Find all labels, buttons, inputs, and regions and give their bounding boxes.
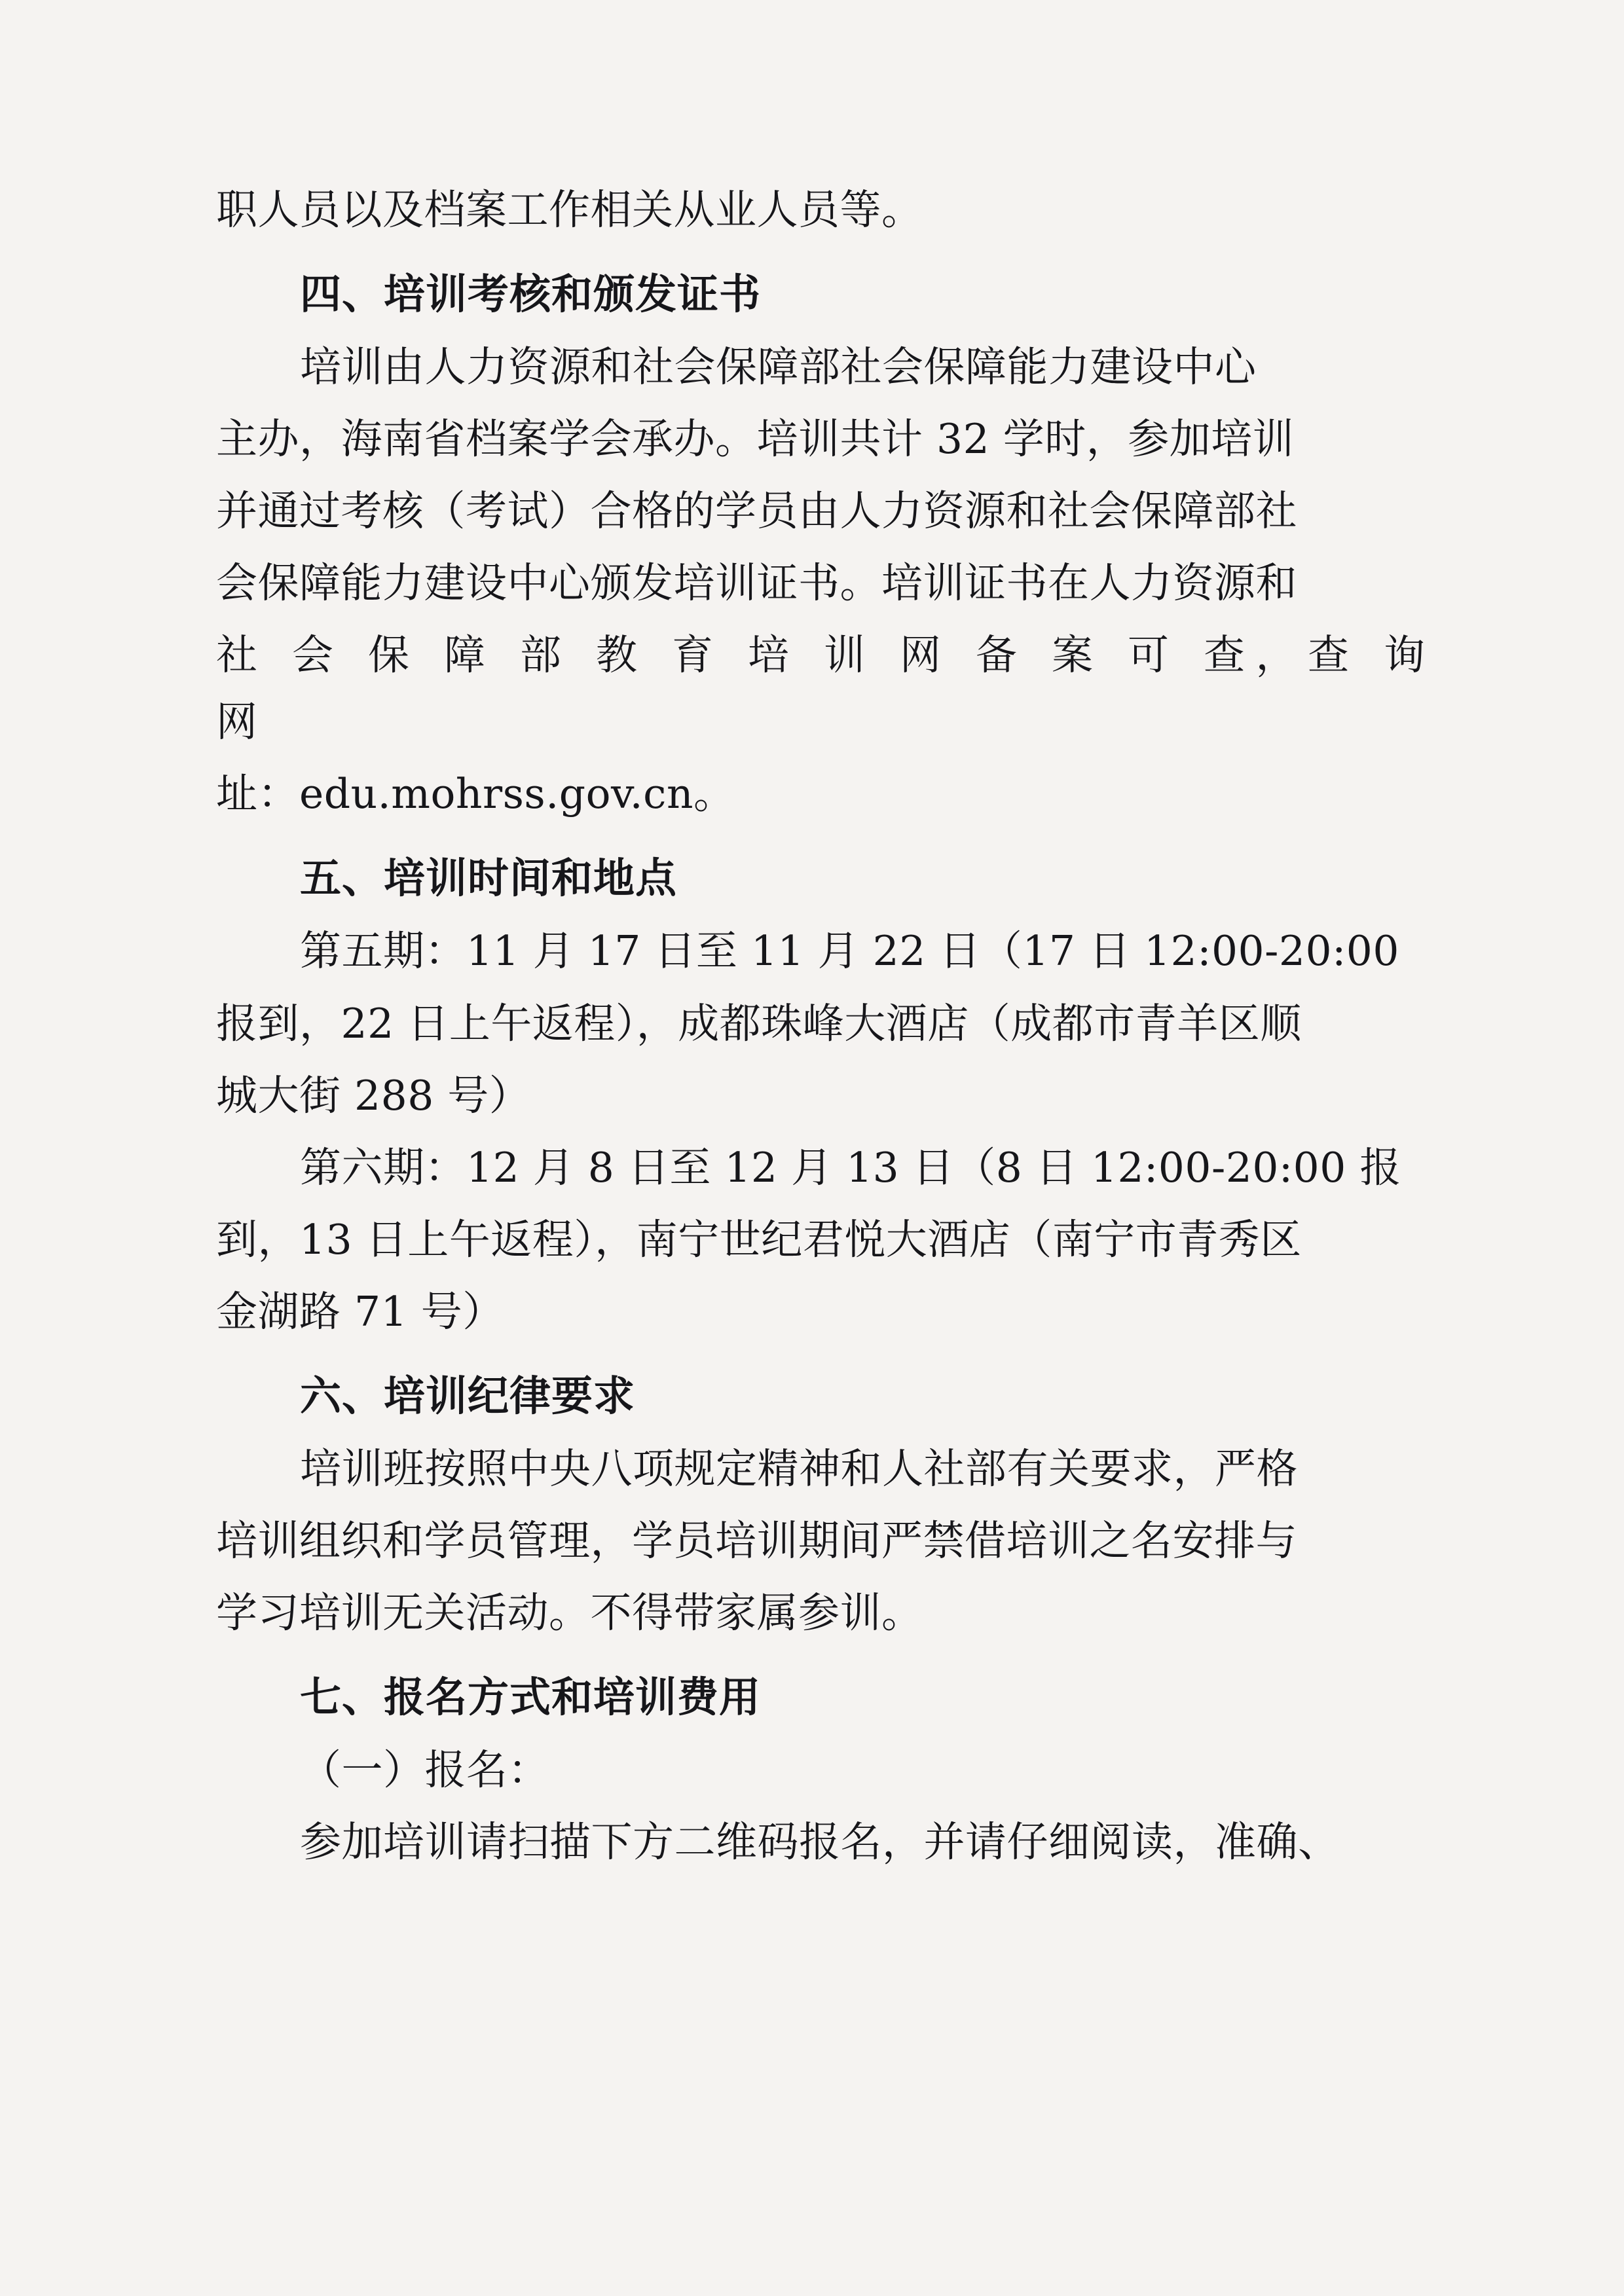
- section-heading-6: 六、培训纪律要求: [300, 1371, 635, 1420]
- text-line: 报到，22 日上午返程），成都珠峰大酒店（成都市青羊区顺: [216, 999, 1302, 1048]
- text-line: 址：edu.mohrss.gov.cn。: [216, 770, 735, 818]
- text-line: 社 会 保 障 部 教 育 培 训 网 备 案 可 查，查 询 网: [216, 631, 1434, 746]
- text-line: 第五期：11 月 17 日至 11 月 22 日（17 日 12:00-20:00: [300, 927, 1399, 975]
- section-heading-5: 五、培训时间和地点: [300, 854, 677, 903]
- text-line: 并通过考核（考试）合格的学员由人力资源和社会保障部社: [216, 487, 1297, 536]
- text-line: 参加培训请扫描下方二维码报名，并请仔细阅读，准确、: [300, 1818, 1340, 1867]
- document-body: [216, 177, 1434, 1876]
- paragraph-session-six: [216, 1135, 1434, 1345]
- text-line: 第六期：12 月 8 日至 12 月 13 日（8 日 12:00-20:00 报: [300, 1143, 1401, 1192]
- paragraph-continued-line: 职人员以及档案工作相关从业人员等。: [216, 186, 923, 234]
- text-line: 学习培训无关活动。不得带家属参训。: [216, 1588, 923, 1637]
- paragraph-section-7-1: [216, 1809, 1434, 1876]
- text-line: 培训班按照中央八项规定精神和人社部有关要求，严格: [300, 1444, 1298, 1493]
- section-heading-4: 四、培训考核和颁发证书: [300, 270, 761, 319]
- text-line: 城大街 288 号）: [216, 1071, 531, 1120]
- text-line: 金湖路 71 号）: [216, 1287, 504, 1336]
- paragraph-section-4: [216, 334, 1434, 828]
- text-line: 培训组织和学员管理，学员培训期间严禁借培训之名安排与: [216, 1516, 1297, 1565]
- section-heading-7: 七、报名方式和培训费用: [300, 1672, 761, 1721]
- text-line: 培训由人力资源和社会保障部社会保障能力建设中心: [300, 343, 1257, 392]
- text-line: 到，13 日上午返程），南宁世纪君悦大酒店（南宁市青秀区: [216, 1215, 1302, 1264]
- paragraph-section-6: [216, 1436, 1434, 1647]
- text-line: 主办，海南省档案学会承办。培训共计 32 学时，参加培训: [216, 415, 1295, 464]
- text-line: 会保障能力建设中心颁发培训证书。培训证书在人力资源和: [216, 559, 1297, 608]
- subsection-heading-7-1: （一）报名：: [300, 1745, 549, 1794]
- paragraph-session-five: [216, 918, 1434, 1129]
